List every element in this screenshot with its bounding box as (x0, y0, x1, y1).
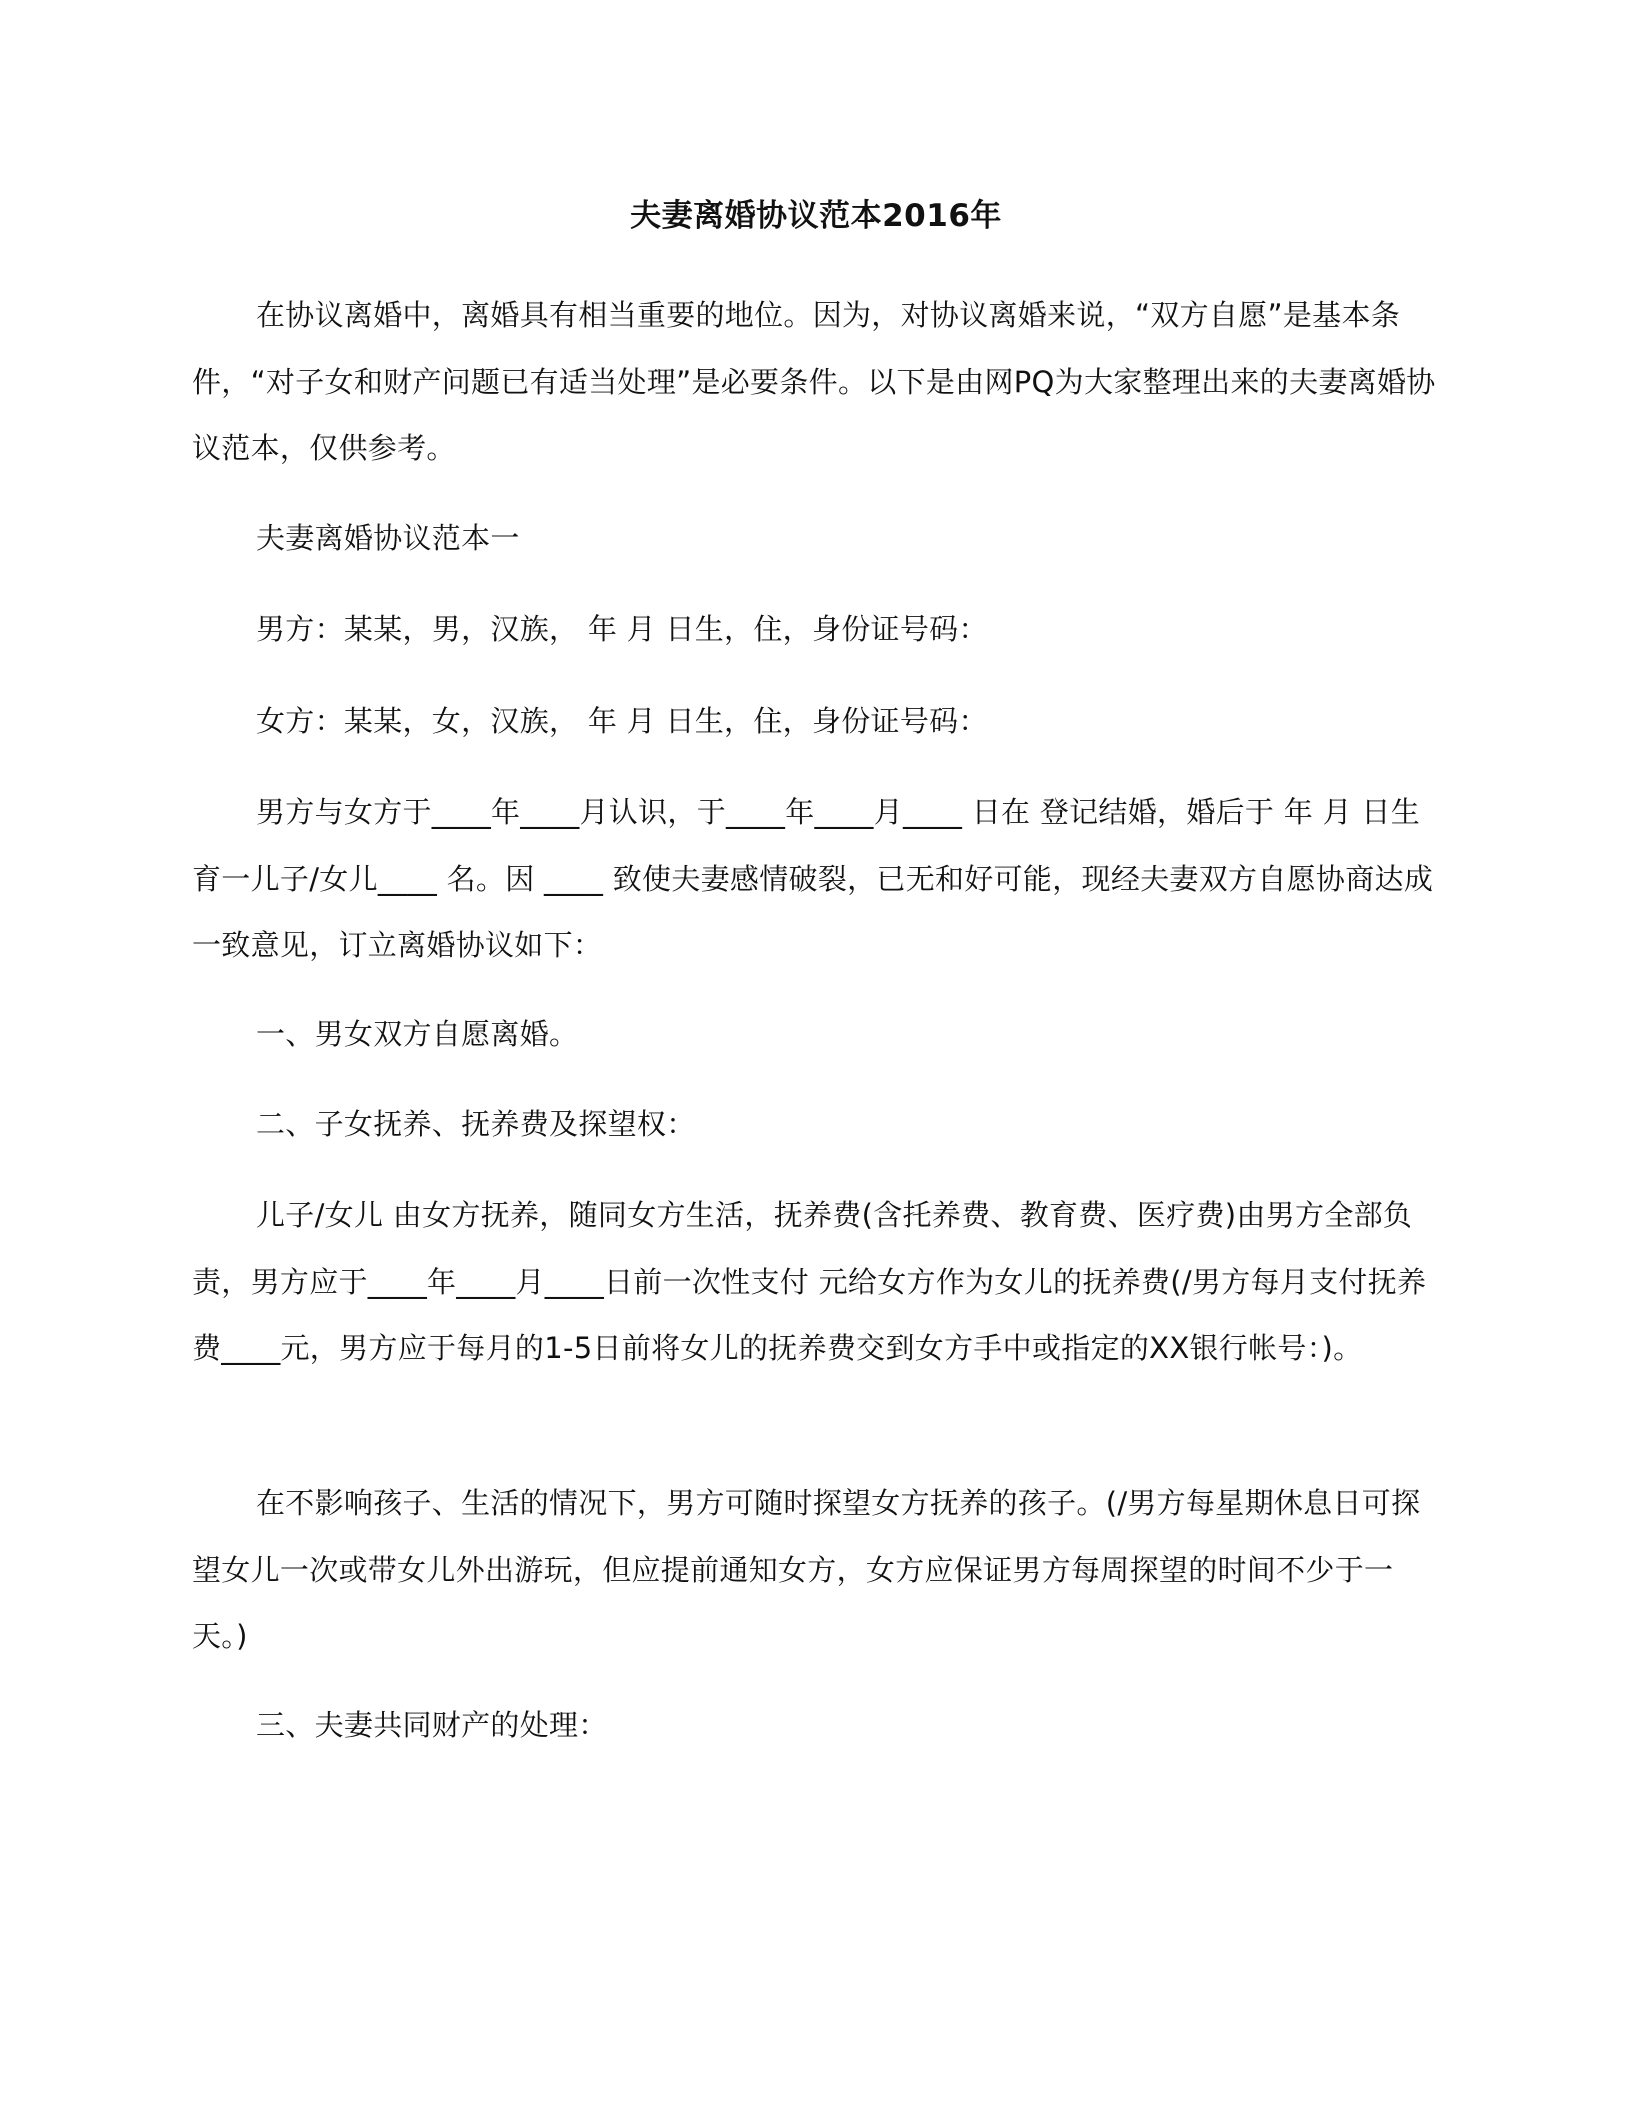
paragraph-marriage-details: 男方与女方于____年____月认识，于____年____月____ 日在 登记结婚，婚后于 年 月 日生育一儿子/女儿____ 名。因 ____ 致使夫妻感情破裂，已无和好可能，现经夫妻双方自愿协商达成一致意见，订立离婚协议如下： (192, 795, 1434, 962)
paragraph-child-support: 儿子/女儿 由女方抚养，随同女方生活，抚养费(含托养费、教育费、医疗费)由男方全部负责，男方应于____年____月____日前一次性支付 元给女方作为女儿的抚养费(/男方每月支付抚养费____元，男方应于每月的1-5日前将女儿的抚养费交到女方手中或指定的XX银行帐号：)。 (192, 1198, 1427, 1365)
paragraph-wife-info: 女方：某某，女，汉族， 年 月 日生，住，身份证号码： (256, 704, 988, 738)
paragraph-clause-1: 一、男女双方自愿离婚。 (256, 1017, 579, 1051)
document-title: 夫妻离婚协议范本2016年 (630, 198, 1002, 234)
paragraph-intro: 在协议离婚中，离婚具有相当重要的地位。因为，对协议离婚来说，“双方自愿”是基本条件，“对子女和财产问题已有适当处理”是必要条件。以下是由网PQ为大家整理出来的夫妻离婚协议范本，仅供参考。 (192, 298, 1436, 465)
paragraph-visitation: 在不影响孩子、生活的情况下，男方可随时探望女方抚养的孩子。(/男方每星期休息日可探望女儿一次或带女儿外出游玩，但应提前通知女方，女方应保证男方每周探望的时间不少于一天。) (192, 1486, 1421, 1653)
paragraph-clause-2: 二、子女抚养、抚养费及探望权： (256, 1107, 696, 1141)
paragraph-husband-info: 男方：某某，男，汉族， 年 月 日生，住，身份证号码： (256, 612, 988, 646)
paragraph-clause-3: 三、夫妻共同财产的处理： (256, 1708, 608, 1742)
paragraph-sample-heading: 夫妻离婚协议范本一 (256, 521, 520, 555)
